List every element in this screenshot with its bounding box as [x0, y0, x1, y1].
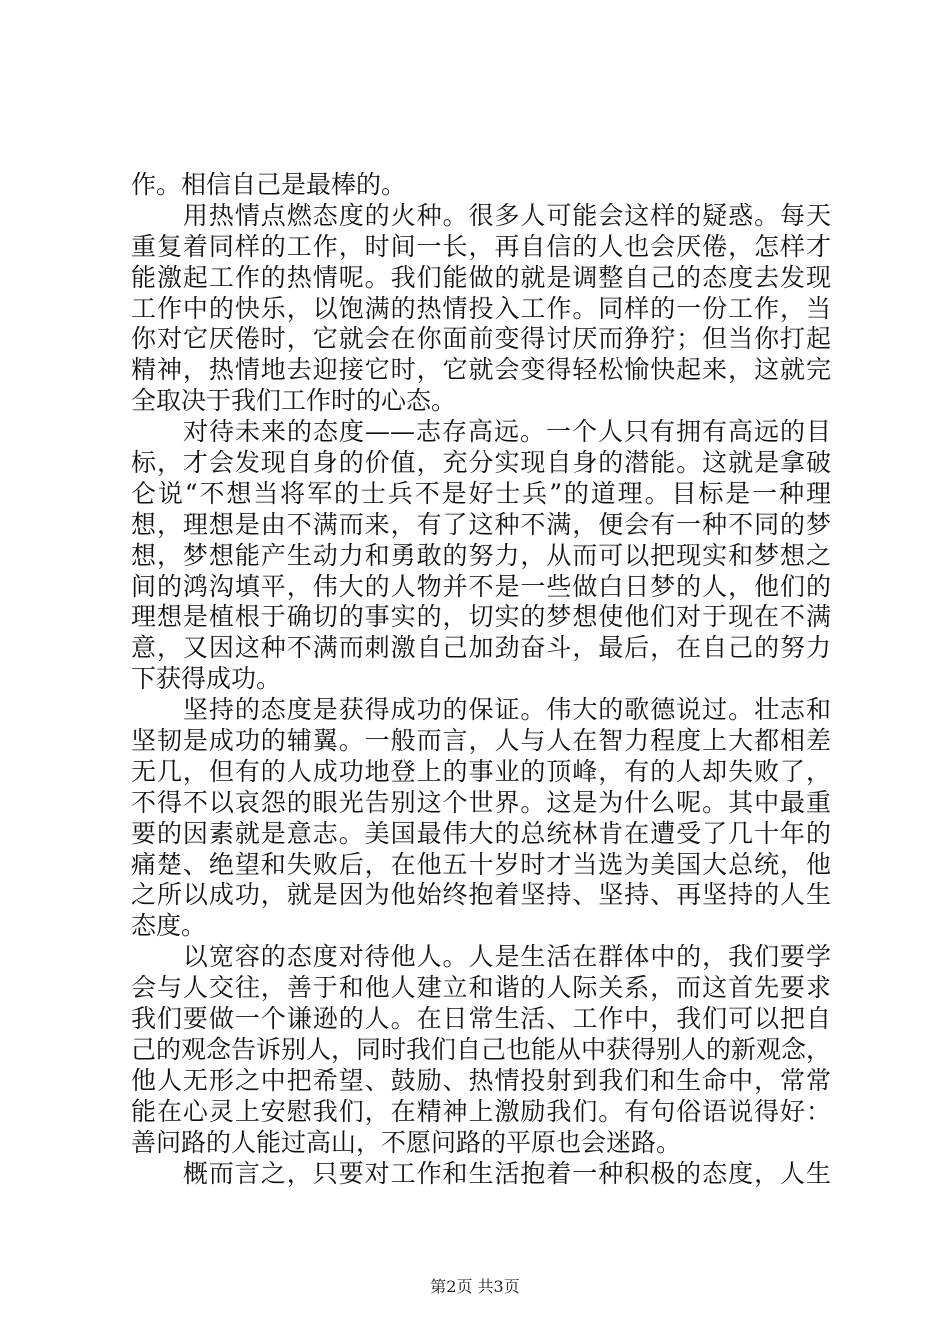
- text-line: 能在心灵上安慰我们，在精神上激励我们。有句俗语说得好：: [131, 1096, 831, 1126]
- text-line: 坚持的态度是获得成功的保证。伟大的歌德说过。壮志和: [131, 695, 831, 725]
- text-line: 无几，但有的人成功地登上的事业的顶峰，有的人却失败了，: [131, 756, 831, 786]
- text-line: 以宽容的态度对待他人。人是生活在群体中的，我们要学: [131, 942, 831, 972]
- text-line: 想，梦想能产生动力和勇敢的努力，从而可以把现实和梦想之: [131, 540, 831, 570]
- text-line: 概而言之，只要对工作和生活抱着一种积极的态度，人生: [131, 1158, 831, 1188]
- text-line: 己的观念告诉别人，同时我们自己也能从中获得别人的新观念，: [131, 1034, 832, 1064]
- text-line: 精神，热情地去迎接它时，它就会变得轻松愉快起来，这就完: [131, 355, 831, 385]
- text-line: 善问路的人能过高山，不愿问路的平原也会迷路。: [131, 1127, 682, 1157]
- text-line: 坚韧是成功的辅翼。一般而言，人与人在智力程度上大都相差: [131, 726, 831, 756]
- text-line: 你对它厌倦时，它就会在你面前变得讨厌而狰狞；但当你打起: [131, 324, 831, 354]
- text-line: 不得不以哀怨的眼光告别这个世界。这是为什么呢。其中最重: [131, 787, 831, 817]
- text-line: 作。相信自己是最棒的。: [131, 170, 407, 199]
- text-line: 之所以成功，就是因为他始终抱着坚持、坚持、再坚持的人生: [131, 880, 831, 910]
- text-line: 他人无形之中把希望、鼓励、热情投射到我们和生命中，常常: [131, 1065, 831, 1095]
- text-line: 会与人交往，善于和他人建立和谐的人际关系，而这首先要求: [131, 973, 831, 1003]
- text-line: 能激起工作的热情呢。我们能做的就是调整自己的态度去发现: [131, 262, 831, 292]
- text-line: 工作中的快乐，以饱满的热情投入工作。同样的一份工作，当: [131, 293, 831, 323]
- text-line: 要的因素就是意志。美国最伟大的总统林肯在遭受了几十年的: [131, 818, 831, 848]
- page-footer: [0, 1274, 950, 1297]
- text-line: 意，又因这种不满而刺激自己加劲奋斗，最后，在自己的努力: [131, 633, 831, 663]
- text-line: 间的鸿沟填平，伟大的人物并不是一些做白日梦的人，他们的: [131, 571, 831, 601]
- text-line: 标，才会发现自身的价值，充分实现自身的潜能。这就是拿破: [131, 448, 831, 478]
- text-line: 对待未来的态度——志存高远。一个人只有拥有高远的目: [131, 417, 831, 447]
- text-line: 理想是植根于确切的事实的，切实的梦想使他们对于现在不满: [131, 602, 831, 632]
- text-line: 我们要做一个谦逊的人。在日常生活、工作中，我们可以把自: [131, 1004, 831, 1034]
- text-line: 重复着同样的工作，时间一长，再自信的人也会厌倦，怎样才: [131, 231, 831, 261]
- text-line: 痛楚、绝望和失败后，在他五十岁时才当选为美国大总统，他: [131, 849, 831, 879]
- text-line: 仑说“不想当将军的士兵不是好士兵”的道理。目标是一种理: [131, 478, 831, 508]
- page-number: 第2页 共3页: [430, 1277, 520, 1296]
- text-line: 态度。: [131, 911, 207, 941]
- text-line: 下获得成功。: [131, 664, 282, 694]
- text-line: 想，理想是由不满而来，有了这种不满，便会有一种不同的梦: [131, 509, 831, 539]
- text-line: 全取决于我们工作时的心态。: [131, 386, 457, 416]
- document-body: [131, 170, 831, 1189]
- text-line: 用热情点燃态度的火种。很多人可能会这样的疑惑。每天: [131, 200, 831, 230]
